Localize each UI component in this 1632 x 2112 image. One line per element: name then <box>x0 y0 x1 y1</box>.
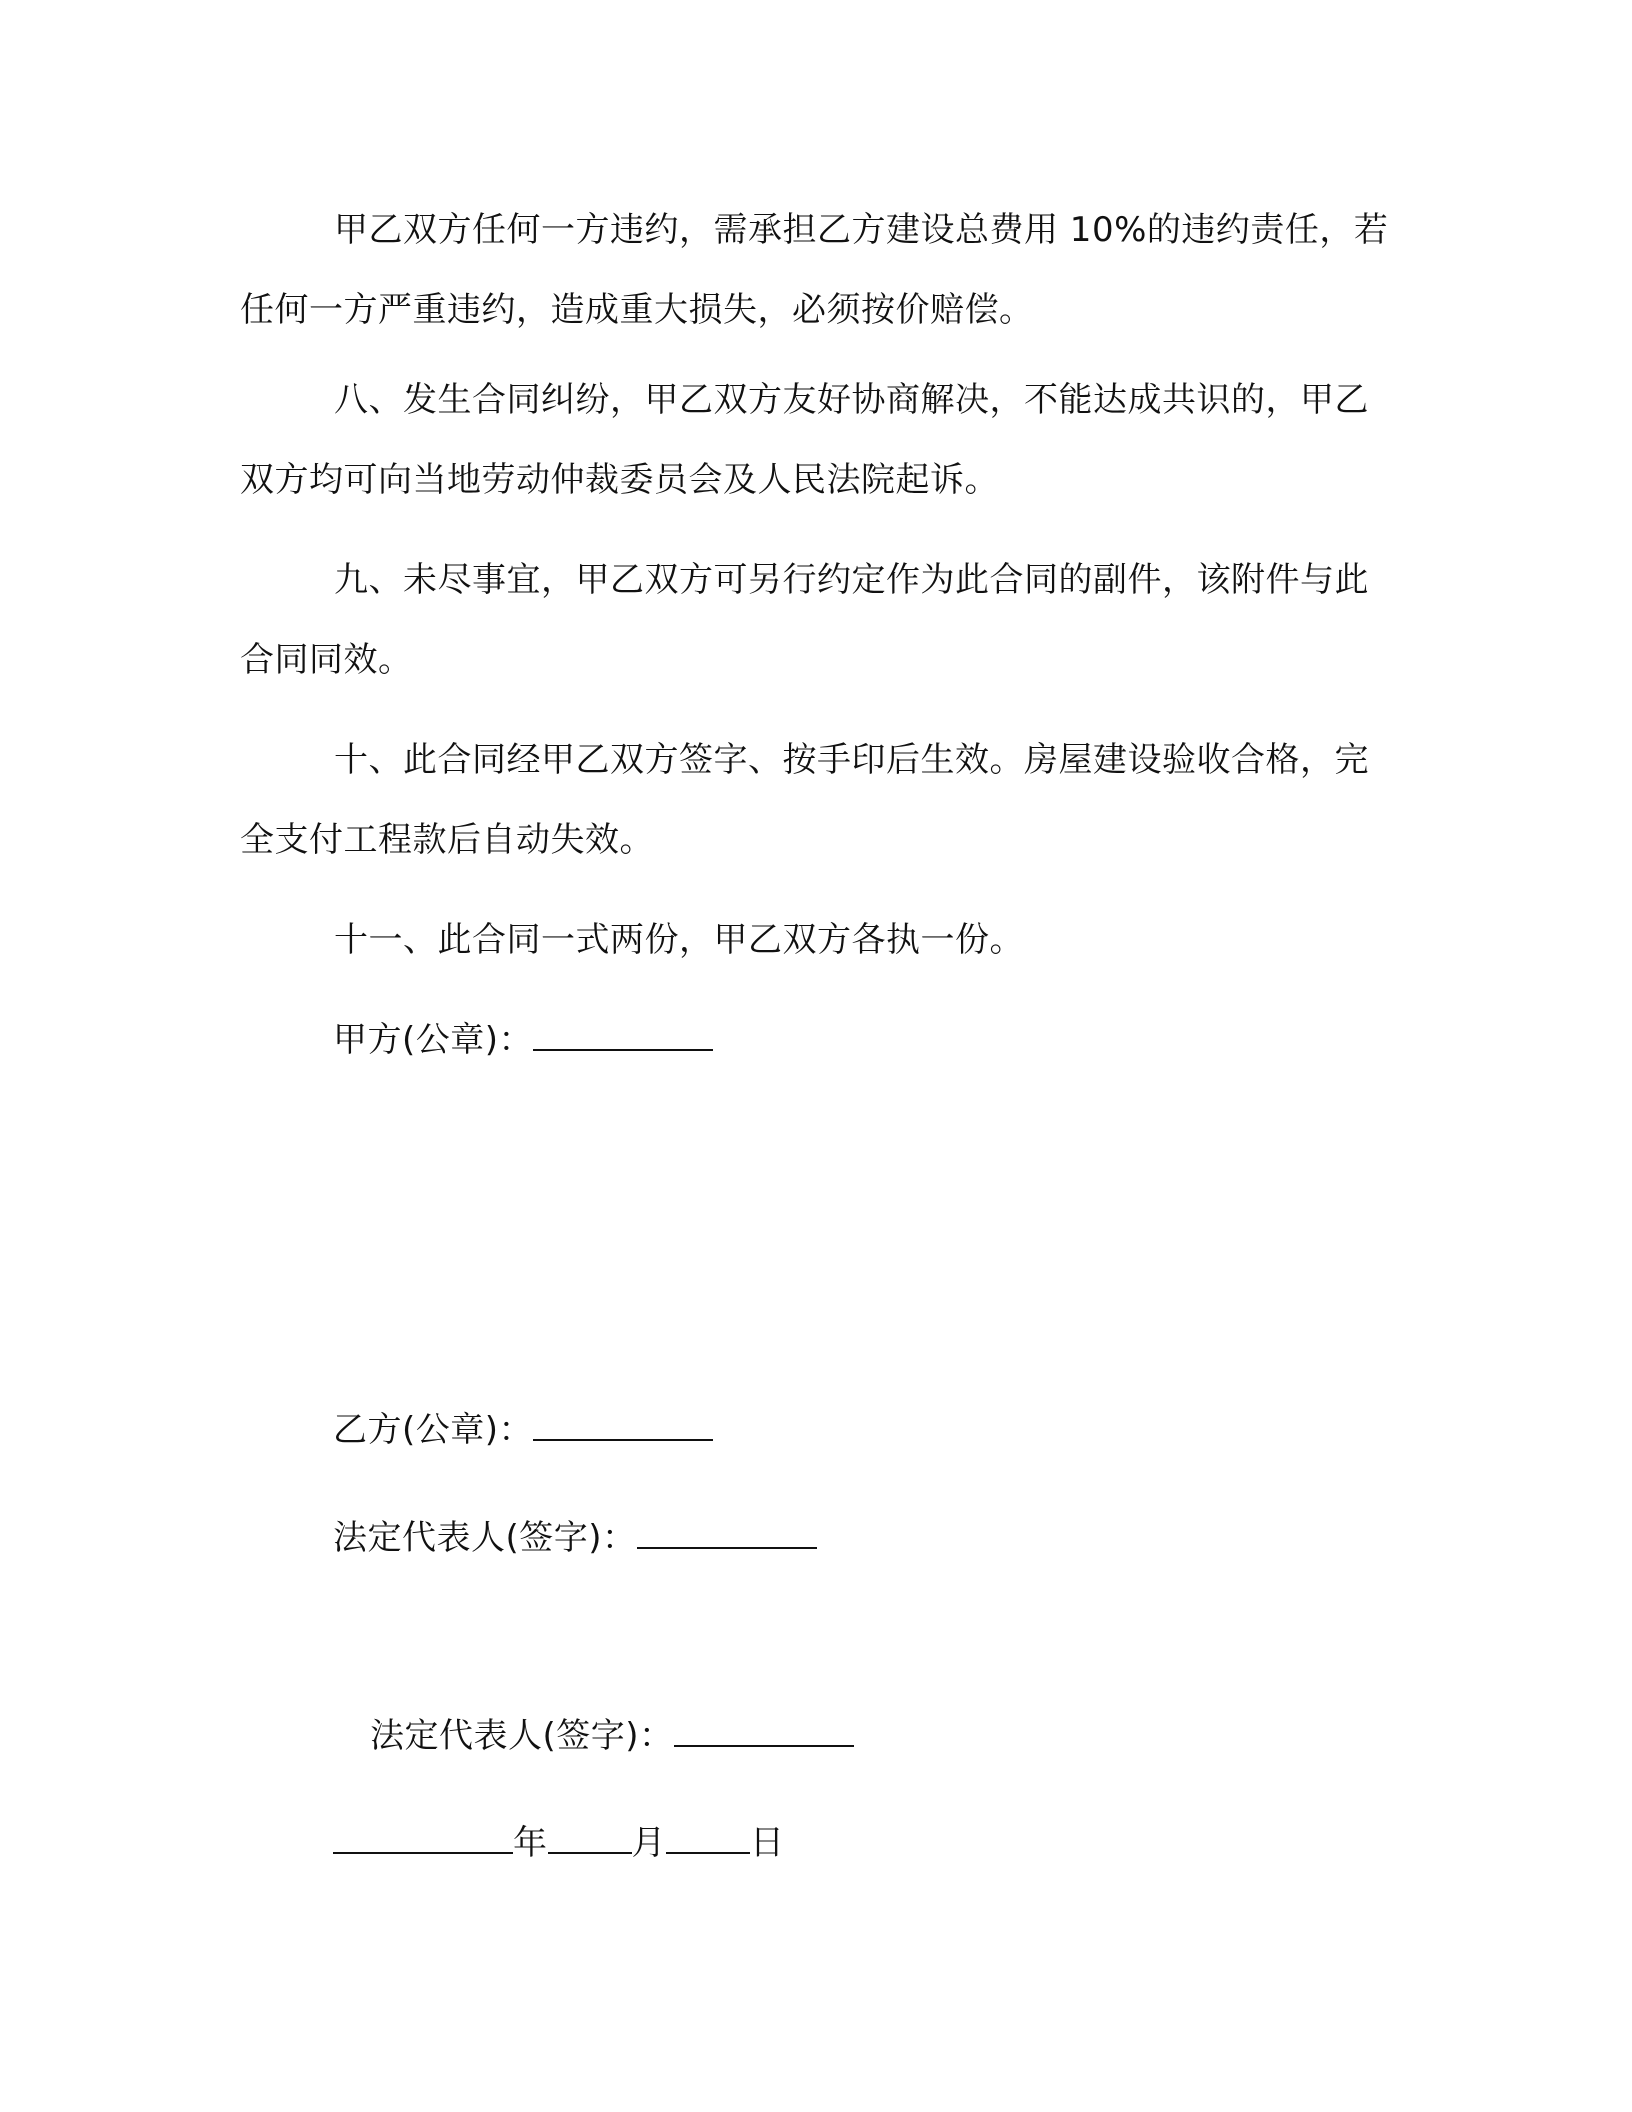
signature-legal-rep-1 <box>333 1508 817 1568</box>
signature-party-b <box>333 1400 713 1460</box>
signature-legal-rep-2-blank[interactable] <box>674 1715 854 1747</box>
date-day-blank[interactable] <box>666 1822 750 1854</box>
signature-legal-rep-1-label: 法定代表人(签字)： <box>333 1518 637 1558</box>
date-month-label: 月 <box>631 1823 666 1863</box>
date-line <box>333 1813 785 1873</box>
signature-party-b-blank[interactable] <box>533 1409 713 1441</box>
paragraph-breach: 甲乙双方任何一方违约，需承担乙方建设总费用 10%的违约责任，若任何一方严重违约，造成重大损失，必须按价赔偿。 <box>240 210 1389 330</box>
date-day-label: 日 <box>750 1823 785 1863</box>
signature-legal-rep-2 <box>370 1706 854 1766</box>
signature-party-a-blank[interactable] <box>533 1019 713 1051</box>
signature-legal-rep-1-blank[interactable] <box>637 1517 817 1549</box>
signature-party-a-label: 甲方(公章)： <box>333 1020 534 1060</box>
paragraph-clause-11: 十一、此合同一式两份，甲乙双方各执一份。 <box>334 920 1024 960</box>
paragraph-clause-10: 十、此合同经甲乙双方签字、按手印后生效。房屋建设验收合格，完全支付工程款后自动失效。 <box>240 740 1369 860</box>
date-month-blank[interactable] <box>548 1822 632 1854</box>
signature-party-a <box>333 1010 713 1070</box>
paragraph-clause-8: 八、发生合同纠纷，甲乙双方友好协商解决，不能达成共识的，甲乙双方均可向当地劳动仲裁委员会及人民法院起诉。 <box>240 380 1369 500</box>
signature-party-b-label: 乙方(公章)： <box>333 1410 534 1450</box>
date-year-blank[interactable] <box>333 1822 513 1854</box>
paragraph-clause-9: 九、未尽事宜，甲乙双方可另行约定作为此合同的副件，该附件与此合同同效。 <box>240 560 1369 680</box>
date-year-label: 年 <box>513 1823 548 1863</box>
signature-legal-rep-2-label: 法定代表人(签字)： <box>370 1716 674 1756</box>
